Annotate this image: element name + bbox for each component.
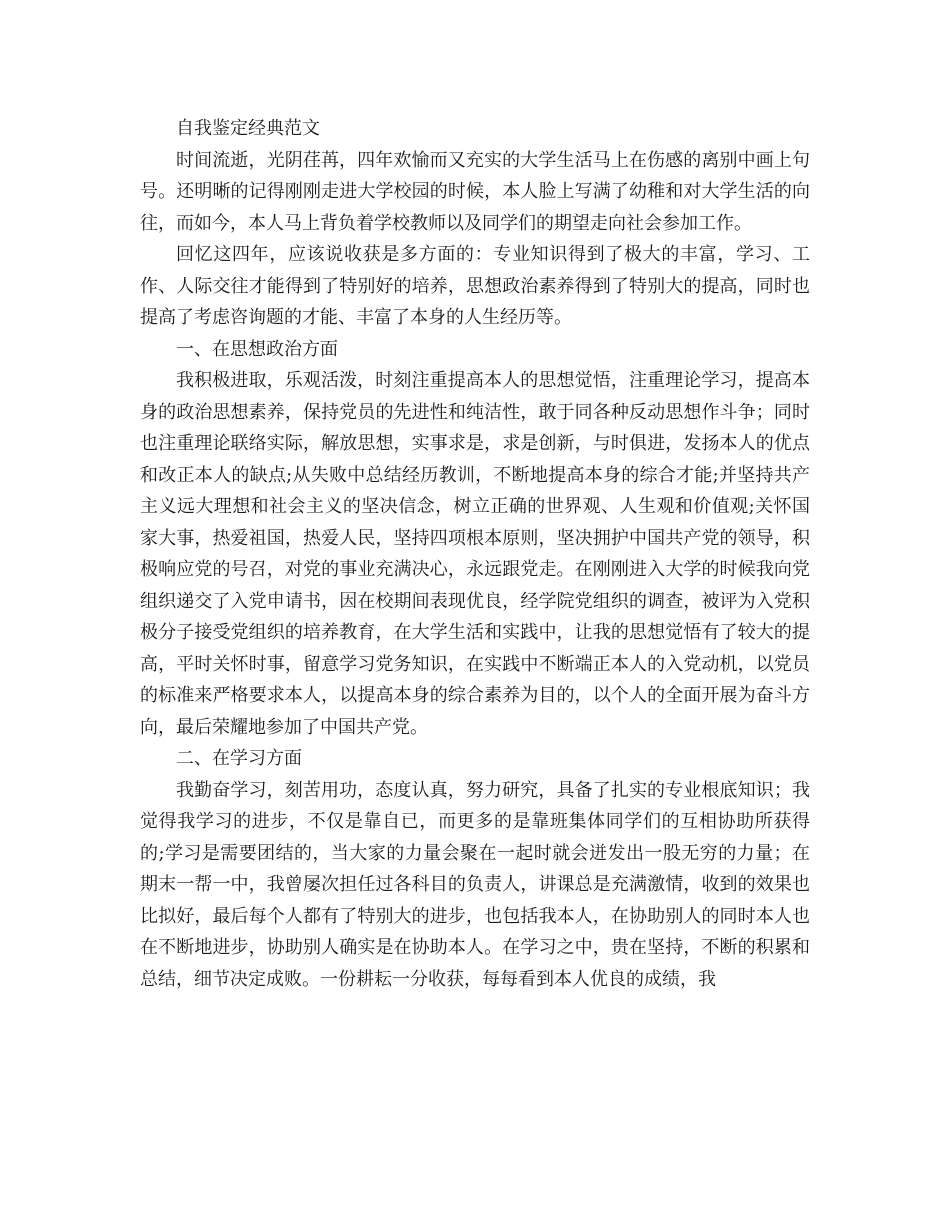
paragraph-politics: 我积极进取，乐观活泼，时刻注重提高本人的思想觉悟，注重理论学习，提高本身的政治思想素养，保持党员的先进性和纯洁性，敢于同各种反动思想作斗争；同时也注重理论联络实际，解放思想，实事求是，求是创新，与时俱进，发扬本人的优点和改正本人的缺点;从失败中总结经历教训，不断地提高本身的综合才能;并坚持共产主义远大理想和社会主义的坚决信念，树立正确的世界观、人生观和价值观;关怀国家大事，热爱祖国，热爱人民，坚持四项根本原则，坚决拥护中国共产党的领导，积极响应党的号召，对党的事业充满决心，永远跟党走。在刚刚进入大学的时候我向党组织递交了入党申请书，因在校期间表现优良，经学院党组织的调查，被评为入党积极分子接受党组织的培养教育，在大学生活和实践中，让我的思想觉悟有了较大的提高，平时关怀时事，留意学习党务知识，在实践中不断端正本人的入党动机，以党员的标准来严格要求本人，以提高本身的综合素养为目的，以个人的全面开展为奋斗方向，最后荣耀地参加了中国共产党。 xyxy=(140,370,810,738)
paragraph-summary: 回忆这四年，应该说收获是多方面的：专业知识得到了极大的丰富，学习、工作、人际交往才能得到了特别好的培养，思想政治素养得到了特别大的提高，同时也提高了考虑咨询题的才能、丰富了本身的人生经历等。 xyxy=(140,244,810,328)
section-heading-politics: 一、在思想政治方面 xyxy=(176,338,338,360)
document-title: 自我鉴定经典范文 xyxy=(176,118,320,139)
paragraph-study: 我勤奋学习，刻苦用功，态度认真，努力研究，具备了扎实的专业根底知识；我觉得我学习的进步，不仅是靠自已，而更多的是靠班集体同学们的互相协助所获得的;学习是需要团结的，当大家的力量会聚在一起时就会迸发出一股无穷的力量；在期末一帮一中，我曾屡次担任过各科目的负责人，讲课总是充满激情，收到的效果也比拟好，最后每个人都有了特别大的进步，也包括我本人，在协助别人的同时本人也在不断地进步，协助别人确实是在协助本人。在学习之中，贵在坚持，不断的积累和总结，细节决定成败。一份耕耘一分收获，每每看到本人优良的成绩，我 xyxy=(140,779,810,990)
section-heading-study: 二、在学习方面 xyxy=(176,748,302,769)
document-page xyxy=(140,113,810,995)
paragraph-intro: 时间流逝，光阴荏苒，四年欢愉而又充实的大学生活马上在伤感的离别中画上句号。还明晰的记得刚刚走进大学校园的时候，本人脸上写满了幼稚和对大学生活的向往，而如今，本人马上背负着学校教师以及同学们的期望走向社会参加工作。 xyxy=(140,149,810,234)
